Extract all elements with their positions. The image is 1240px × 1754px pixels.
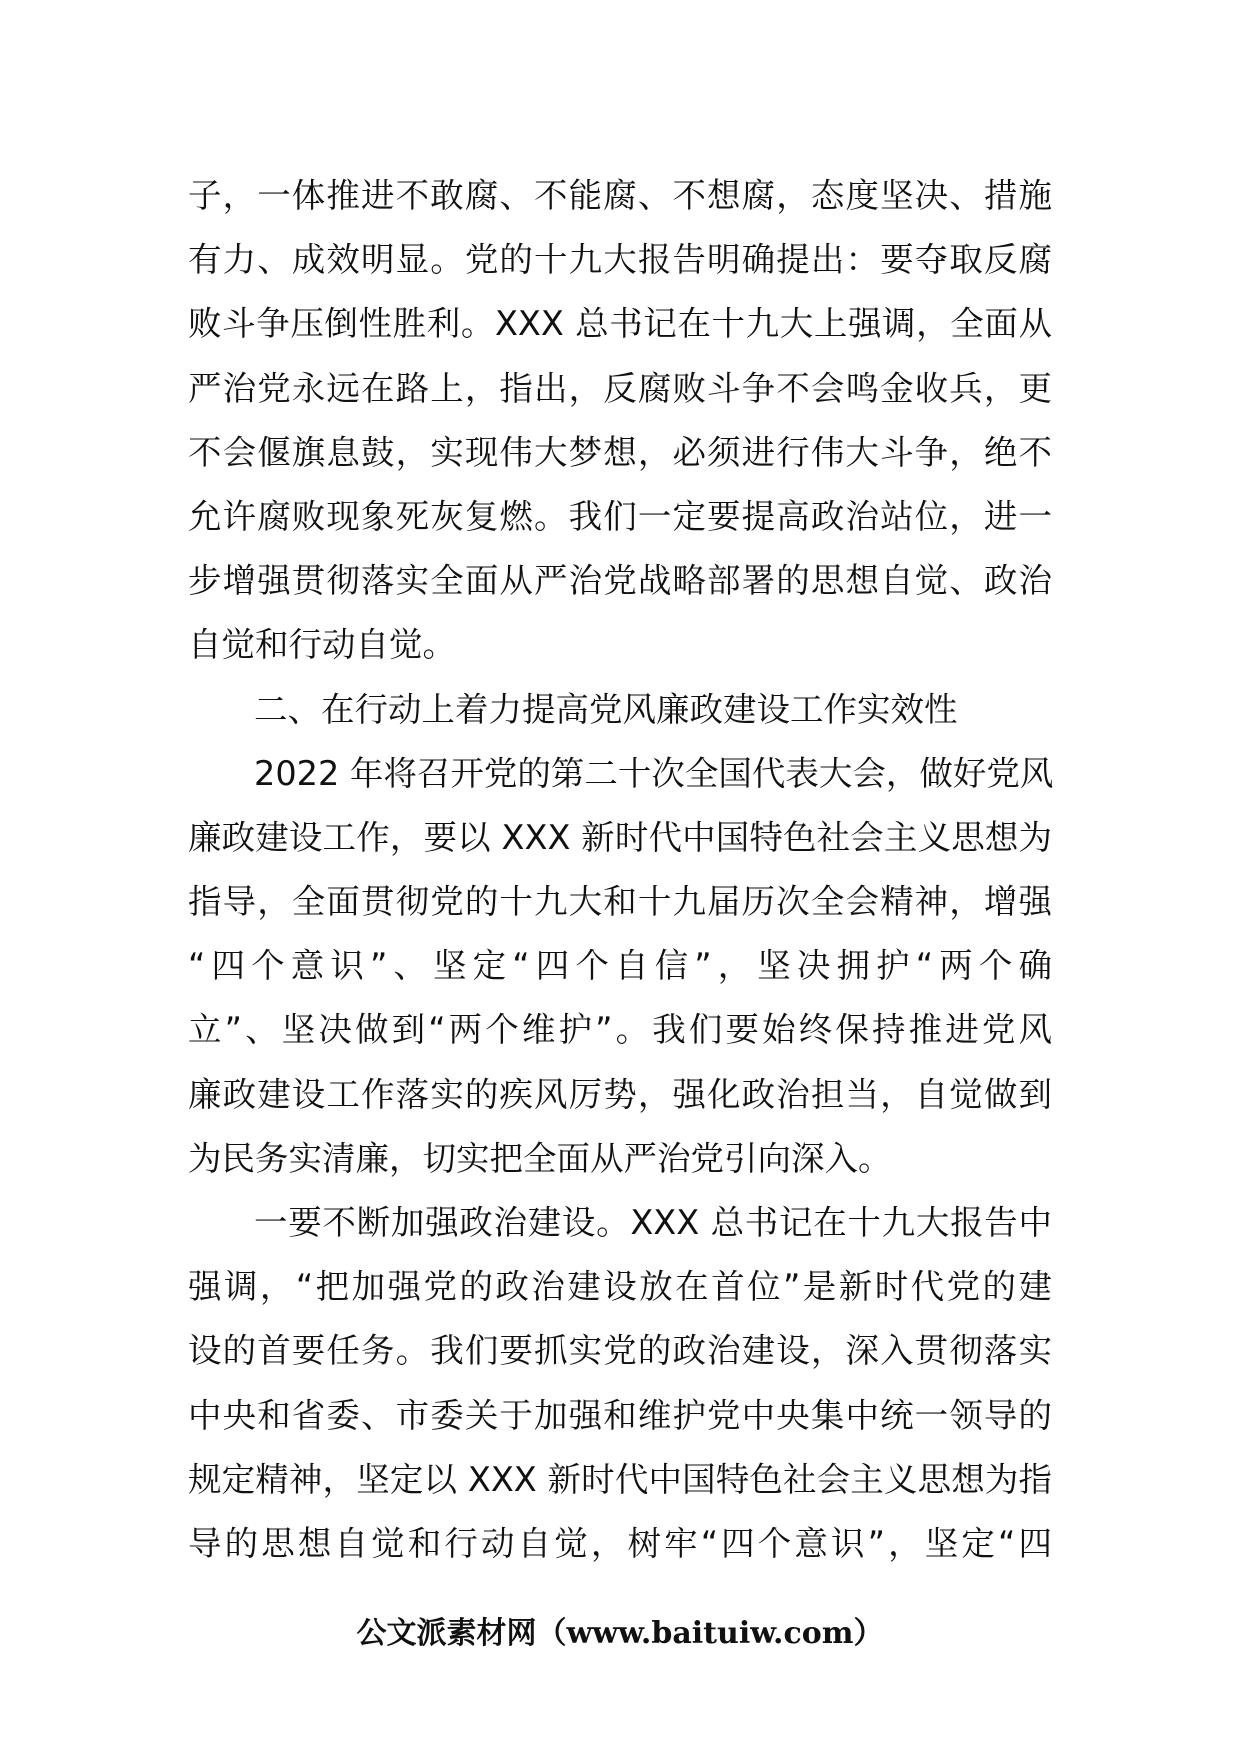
text-line-22: 导的思想自觉和行动自觉，树牢“四个意识”，坚定“四 [188, 1523, 1052, 1563]
text-line-3: 败斗争压倒性胜利。XXX 总书记在十九大上强调，全面从 [188, 304, 1052, 344]
text-line-8: 自觉和行动自觉。 [188, 625, 456, 665]
text-line-12: 指导，全面贯彻党的十九大和十九届历次全会精神，增强 [188, 882, 1052, 922]
document-body [188, 164, 1052, 1576]
text-line-14: 立”、坚决做到“两个维护”。我们要始终保持推进党风 [188, 1010, 1052, 1050]
text-line-5: 不会偃旗息鼓，实现伟大梦想，必须进行伟大斗争，绝不 [188, 432, 1052, 472]
text-line-10: 2022 年将召开党的第二十次全国代表大会，做好党风 [254, 753, 1054, 793]
text-line-6: 允许腐败现象死灰复燃。我们一定要提高政治站位，进一 [188, 496, 1052, 536]
section-heading: 二、在行动上着力提高党风廉政建设工作实效性 [254, 689, 958, 729]
text-line-20: 中央和省委、市委关于加强和维护党中央集中统一领导的 [188, 1395, 1052, 1435]
text-line-7: 步增强贯彻落实全面从严治党战略部署的思想自觉、政治 [188, 561, 1052, 601]
text-line-16: 为民务实清廉，切实把全面从严治党引向深入。 [188, 1138, 892, 1178]
text-line-11: 廉政建设工作，要以 XXX 新时代中国特色社会主义思想为 [188, 817, 1052, 857]
text-line-13: “四个意识”、坚定“四个自信”，坚决拥护“两个确 [188, 946, 1052, 986]
text-line-4: 严治党永远在路上，指出，反腐败斗争不会鸣金收兵，更 [188, 368, 1052, 408]
text-line-17: 一要不断加强政治建设。XXX 总书记在十九大报告中 [254, 1203, 1052, 1242]
text-line-1: 子，一体推进不敢腐、不能腐、不想腐，态度坚决、措施 [188, 176, 1052, 215]
text-line-15: 廉政建设工作落实的疾风厉势，强化政治担当，自觉做到 [188, 1074, 1052, 1114]
text-line-2: 有力、成效明显。党的十九大报告明确提出：要夺取反腐 [188, 240, 1052, 280]
text-line-18: 强调，“把加强党的政治建设放在首位”是新时代党的建 [188, 1267, 1052, 1307]
footer-watermark: 公文派素材网（www.baituiw.com） [356, 1616, 884, 1651]
text-line-19: 设的首要任务。我们要抓实党的政治建设，深入贯彻落实 [188, 1331, 1052, 1371]
text-line-21: 规定精神，坚定以 XXX 新时代中国特色社会主义思想为指 [188, 1459, 1052, 1499]
